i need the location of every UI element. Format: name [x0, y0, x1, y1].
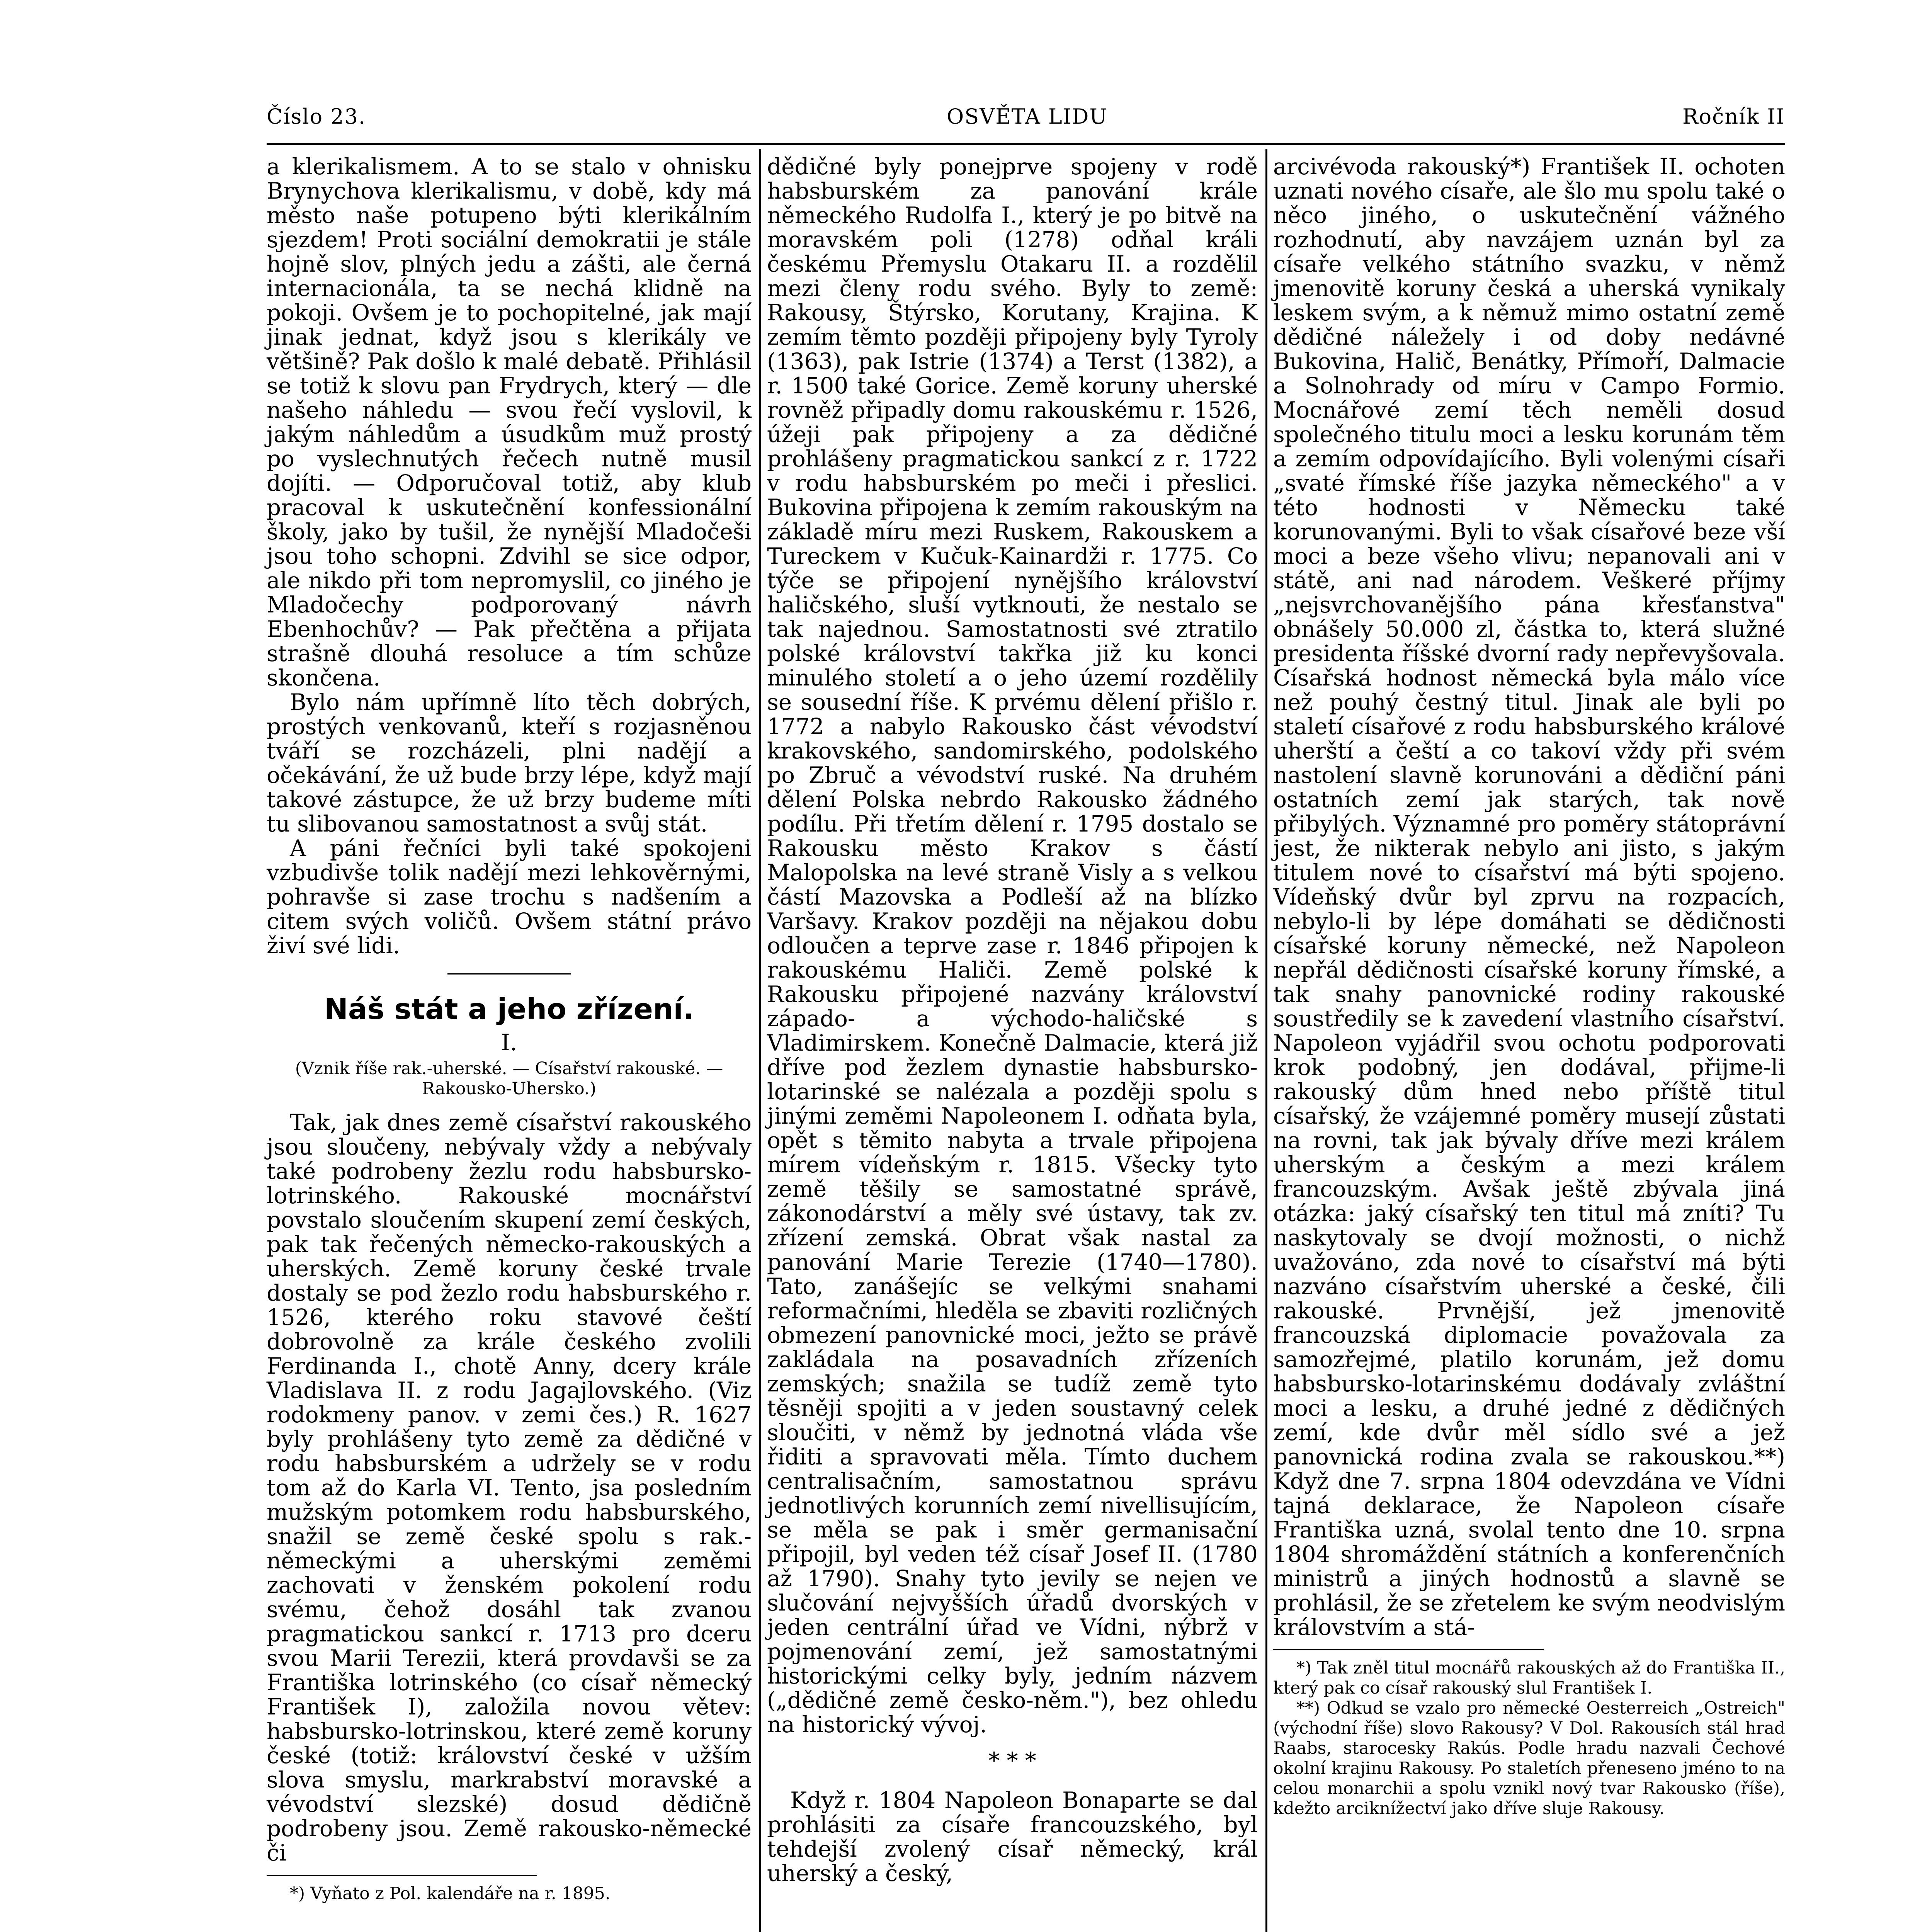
section-stars: * * * [988, 1747, 1036, 1774]
masthead-title: OSVĚTA LIDU [947, 104, 1108, 129]
footnote-rule [267, 1875, 537, 1876]
footnote: *) Vyňato z Pol. kalendáře na r. 1895. [290, 1884, 611, 1903]
article-paragraph: A páni řečníci byli také spokojeni vzbudivše tolik nadějí mezi lehkověrnými, pohravše si zase trochu s nadšením a citem svých voličů. Ovšem státní právo živí své lidi. [267, 835, 752, 959]
footnote-rule [1273, 1649, 1544, 1650]
article-subtitle: (Vznik říše rak.-uherské. — Císařství rakouské. — Rakousko-Uhersko.) [295, 1059, 723, 1099]
column-3 [1273, 155, 1785, 1819]
column-2 [767, 155, 1258, 1886]
article-title: Náš stát a jeho zřízení. [324, 993, 694, 1026]
column-divider-2 [1265, 149, 1267, 1932]
article-paragraph: Tak, jak dnes země císařství rakouského jsou sloučeny, nebývaly vždy a nebývaly také podrobeny žezlu rodu habsbursko-lotrinského. Rakouské mocnářství povstalo sloučením skupení zemí českých, pak tak řečených německo-rakouských a uherských. Země koruny české trvale dostaly se pod žezlo rodu habsburského r. 1526, kterého roku stavové čeští dobrovolně za krále českého zvolili Ferdinanda I., chotě Anny, dcery krále Vladislava II. z rodu Jagajlovského. (Viz rodokmeny panov. v zemi čes.) R. 1627 byly prohlášeny tyto země za dědičné v rodu habsburském a udržely se v rodu tom až do Karla VI. Tento, jsa posledním mužským potomkem rodu habsburského, snažil se země české spolu s rak.-německými a uherskými zeměmi zachovati v ženském pokolení rodu svému, čehož dosáhl tak zvanou pragmatickou sankcí r. 1713 pro dceru svou Marii Terezii, která provdavši se za Františka lotrinského (co císař německý František I), založila novou větev: habsbursko-lotrinskou, které země koruny české (totiž: království české v užším slova smyslu, markrabství moravské a vévodství slezské) dosud dědičně podrobeny jsou. Země rakousko-německé či [267, 1109, 752, 1866]
article-paragraph: arcivévoda rakouský*) František II. ochoten uznati nového císaře, ale šlo mu spolu také o něco jiného, o uskutečnění vážného rozhodnutí, aby navzájem uznán byl za císaře velkého státního svazku, v němž jmenovitě koruny česká a uherská vynikaly leskem svým, a k němuž mimo ostatní země dědičné náležely i od doby nedávné Bukovina, Halič, Benátky, Přímoří, Dalmacie a Solnohrady od míru v Campo Formio. Mocnářové zemí těch neměli dosud společného titulu moci a lesku korunám těm a zemím odpovídajícího. Byli volenými císaři „svaté římské říše jazyka německého" a v této hodnosti v Německu také korunovanými. Byli to však císařové beze vší moci a beze všeho vlivu; nepanovali ani v státě, ani nad národem. Veškeré příjmy „nejsvrchovanějšího pána křesťanstva" obnášely 50.000 zl, částka to, která služné presidenta říšské dvorní rady nepřevyšovala. Císařská hodnost německá byla málo více než pouhý čestný titul. Jinak ale byli po staletí císařové z rodu habsburského králové uherští a čeští a co takoví vždy při svém nastolení slavně korunováni a dědiční páni ostatních zemí jak starých, tak nově přibylých. Významné pro poměry státoprávní jest, že nikterak nebylo ani jisto, s jakým titulem nové to císařství má býti spojeno. Vídeňský dvůr byl zprvu na rozpacích, nebylo-li by lépe domáhati se dědičnosti císařské koruny německé, než Napoleon nepřál dědičnosti císařské koruny římské, a tak snahy panovnické rodiny rakouské soustředily se k zavedení vlastního císařství. Napoleon vyjádřil svou ochotu podporovati krok podobný, jen dodával, přijme-li rakouský dům hned nebo příště titul císařský, že vzájemné poměry musejí zůstati na rovni, tak jak bývaly dříve mezi králem uherským a českým a mezi králem francouzským. Avšak ještě zbývala jiná otázka: jaký císařský ten titul má zníti? Tu naskytovaly se dvojí možnosti, o nichž uvažováno, zda nové to císařství má býti nazváno císařstvím uherské a české, čili rakouské. Prvnější, jež jmenovitě francouzská diplomacie považovala za samozřejmé, platilo korunám, jež domu habsbursko-lotarinskému dodávaly zvláštní moci a lesku, a druhé jedné z dědičných zemí, kde dvůr měl sídlo své a jež panovnická rodina zvala se rakouskou.**) Když dne 7. srpna 1804 odevzdána ve Vídni tajná deklarace, že Napoleon císaře Františka uzná, svolal tento dne 10. srpna 1804 shromáždění státních a konferenčních ministrů a jiných hodnostů a slavně se prohlásil, že se zřetelem ke svým neodvislým královstvím a stá- [1273, 153, 1785, 1640]
article-paragraph: Když r. 1804 Napoleon Bonaparte se dal prohlásiti za císaře francouzského, byl tehdejší zvolený císař německý, král uherský a český, [767, 1787, 1258, 1886]
article-paragraph: Bylo nám upřímně líto těch dobrých, prostých venkovanů, kteří s rozjasněnou tváří se rozcházeli, plni nadějí a očekávání, že už bude brzy lépe, když mají takové zástupce, že už brzy budeme míti tu slibovanou samostatnost a svůj stát. [267, 689, 752, 837]
separator-rule [447, 973, 571, 975]
column-1 [267, 155, 752, 1904]
footnote: **) Odkud se vzalo pro německé Oesterreich „Ostreich" (východní říše) slovo Rakousy? V Dol. Rakousích stál hrad Raabs, starocesky Rakús. Podle hradu nazvali Čechové okolní krajinu Rakousy. Po staletích přeneseno jméno to na celou monarchii a spolu vznikl nový tvar Rakousko (říše), kdežto arciknížectví jako dříve sluje Rakousy. [1273, 1698, 1785, 1818]
header-rule [267, 143, 1785, 145]
article-paragraph: dědičné byly ponejprve spojeny v rodě habsburském za panování krále německého Rudolfa I., který je po bitvě na moravském poli (1278) odňal králi českému Přemyslu Otakaru II. a rozdělil mezi členy rodu svého. Byly to země: Rakousy, Štýrsko, Korutany, Krajina. K zemím těmto později připojeny byly Tyroly (1363), pak Istrie (1374) a Terst (1382), a r. 1500 také Gorice. Země koruny uherské rovněž připadly domu rakouskému r. 1526, úžeji pak připojeny a za dědičné prohlášeny pragmatickou sankcí z r. 1722 v rodu habsburském po meči i přeslici. Bukovina připojena k zemím rakouským na základě míru mezi Ruskem, Rakouskem a Tureckem v Kučuk-Kainardži r. 1775. Co týče se připojení nynějšího království haličského, sluší vytknouti, že nestalo se tak najednou. Samostatnosti své ztratilo polské království takřka již ku konci minulého století a o jeho území rozdělily se sousední říše. K prvému dělení přišlo r. 1772 a nabylo Rakousko část vévodství krakovského, sandomirského, podolského po Zbruč a vévodství ruské. Na druhém dělení Polska nebrdo Rakousko žádného podílu. Při třetím dělení r. 1795 dostalo se Rakousku město Krakov s částí Malopolska na levé straně Visly a s velkou částí Mazovska a Podleší až na blízko Varšavy. Krakov později na nějakou dobu odloučen a teprve zase r. 1846 připojen k rakouskému Haliči. Země polské k Rakousku připojené nazvány království západo- a východo-haličské s Vladimirskem. Konečně Dalmacie, která již dříve pod žezlem dynastie habsbursko-lotarinské se nalézala a později spolu s jinými zeměmi Napoleonem I. odňata byla, opět s těmito nabyta a trvale připojena mírem vídeňským r. 1815. Všecky tyto země těšily se samostatné správě, zákonodárství a měly své ústavy, tak zv. zřízení zemská. Obrat však nastal za panování Marie Terezie (1740—1780). Tato, zanášejíc se velkými snahami reformačními, hleděla se zbaviti rozličných obmezení panovnické moci, ježto se právě zakládala na posavadních zřízeních zemských; snažila se tudíž země tyto těsněji spojiti a v jeden soustavný celek sloučiti, v němž by jednotná vláda vše řiditi a spravovati měla. Tímto duchem centralisačním, samostatnou správu jednotlivých korunních zemí nivellisujícím, se měla se pak i směr germanisační připojil, byl veden též císař Josef II. (1780 až 1790). Snahy tyto jevily se nejen ve slučování nejvyšších úřadů dvorských v jeden centrální úřad ve Vídni, nýbrž v pojmenování zemí, jež samostatnými historickými celky byly, jedním názvem („dědičné země česko-něm."), bez ohledu na historický vývoj. [767, 153, 1258, 1738]
article-part: I. [501, 1029, 517, 1056]
footnote: *) Tak zněl titul mocnářů rakouských až do Františka II., který pak co císař rakouský slul František I. [1273, 1658, 1785, 1698]
article-paragraph: a klerikalismem. A to se stalo v ohnisku Brynychova klerikalismu, v době, kdy má město naše potupeno býti klerikálním sjezdem! Proti sociální demokratii je stále hojně slov, plných jedu a zášti, ale černá internacionála, ta se nechá klidně na pokoji. Ovšem je to pochopitelné, jak mají jinak jednat, když jsou s klerikály ve většině? Pak došlo k malé debatě. Přihlásil se totiž k slovu pan Frydrych, který — dle našeho náhledu — svou řečí vyslovil, k jakým náhledům a úsudkům muž prostý po vyslechnutých řečech nutně musil dojíti. — Odporučoval totiž, aby klub pracoval k uskutečnění konfessionální školy, jako by tušil, že nynější Mladočeši jsou toho schopni. Zdvihl se sice odpor, ale nikdo při tom nepromyslil, co jiného je Mladočechy podporovaný návrh Ebenhochův? — Pak přečtěna a přijata strašně dlouhá resoluce a tím schůze skončena. [267, 153, 752, 691]
volume-number: Ročník II [1682, 104, 1785, 129]
issue-number: Číslo 23. [267, 104, 366, 129]
column-divider-1 [759, 149, 761, 1932]
